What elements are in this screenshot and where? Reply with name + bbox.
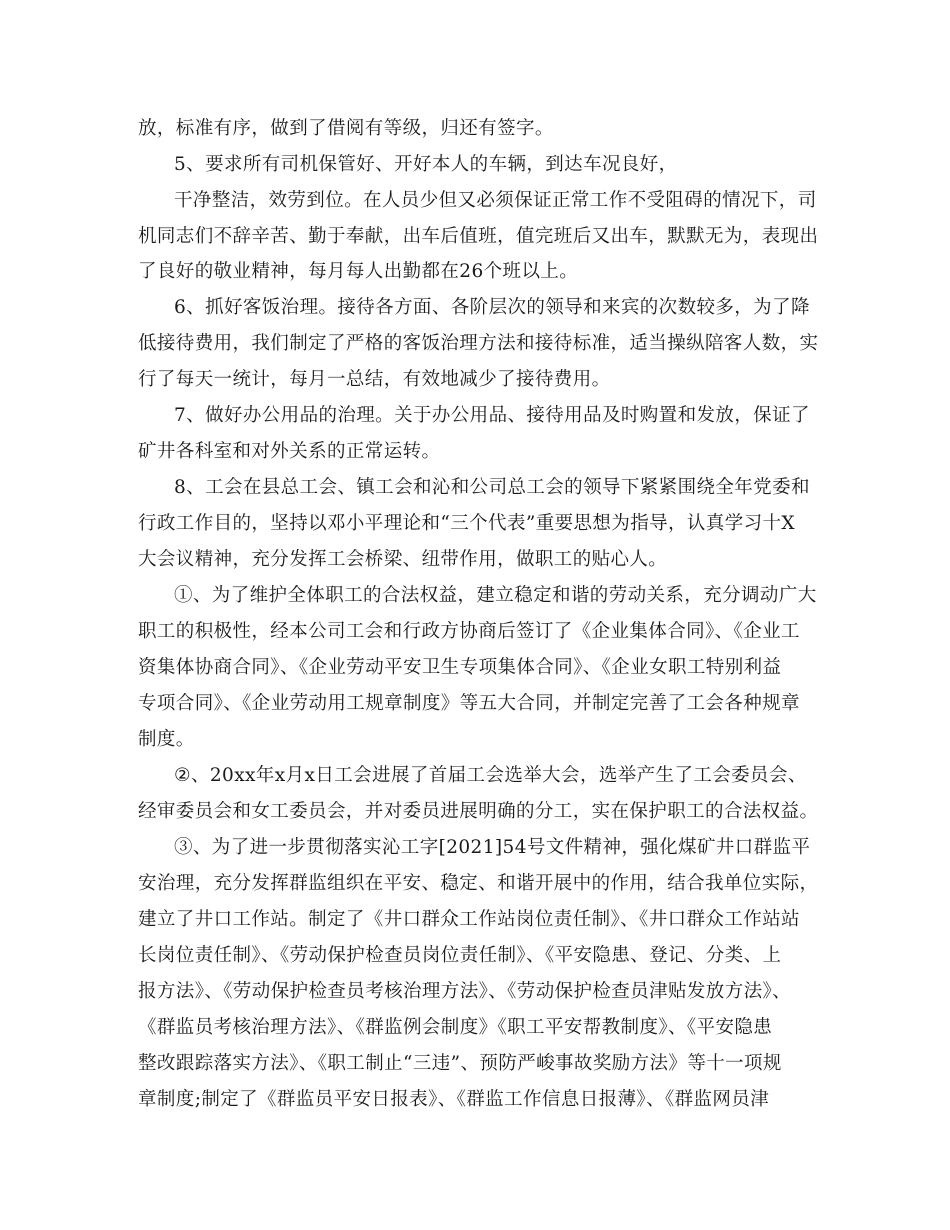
- text-line: 《群监员考核治理方法》、《群监例会制度》《职工平安帮教制度》、《平安隐患: [138, 1017, 773, 1038]
- text-line: 经审委员会和女工委员会，并对委员进展明确的分工，实在保护职工的合法权益。: [138, 801, 819, 822]
- text-line: 7、做好办公用品的治理。关于办公用品、接待用品及时购置和发放，保证了: [174, 405, 810, 426]
- text-line: 行政工作目的，坚持以邓小平理论和“三个代表”重要思想为指导，认真学习十X: [138, 513, 795, 534]
- text-line: 资集体协商合同》、《企业劳动平安卫生专项集体合同》、《企业女职工特别利益: [138, 657, 782, 678]
- text-line: 长岗位责任制》、《劳动保护检查员岗位责任制》、《平安隐患、登记、分类、上: [138, 945, 782, 966]
- text-line: 5、要求所有司机保管好、开好本人的车辆，到达车况良好，: [174, 154, 678, 175]
- text-line: 行了每天一统计，每月一总结，有效地减少了接待费用。: [138, 369, 611, 390]
- text-line: 安治理，充分发挥群监组织在平安、稳定、和谐开展中的作用，结合我单位实际，: [138, 873, 819, 894]
- text-line: 干净整洁，效劳到位。在人员少但又必须保证正常工作不受阻碍的情况下，司: [174, 190, 817, 211]
- text-line: 报方法》、《劳动保护检查员考核治理方法》、《劳动保护检查员津贴发放方法》、: [138, 981, 792, 1002]
- text-line: 放，标准有序，做到了借阅有等级，归还有签字。: [138, 118, 554, 139]
- text-line: ③、为了进一步贯彻落实沁工字[2021]54号文件精神，强化煤矿井口群监平: [174, 837, 811, 858]
- text-line: 大会议精神，充分发挥工会桥梁、纽带作用，做职工的贴心人。: [138, 549, 668, 570]
- text-line: 章制度;制定了《群监员平安日报表》、《群监工作信息日报薄》、《群监网员津: [138, 1089, 770, 1110]
- text-line: 建立了井口工作站。制定了《井口群众工作站岗位责任制》、《井口群众工作站站: [138, 909, 800, 930]
- text-line: 了良好的敬业精神，每月每人出勤都在26个班以上。: [138, 261, 579, 282]
- text-line: 整改跟踪落实方法》、《职工制止“三违”、预防严峻事故奖励方法》等十一项规: [138, 1053, 782, 1074]
- text-line: 8、工会在县总工会、镇工会和沁和公司总工会的领导下紧紧围绕全年党委和: [174, 477, 810, 498]
- text-line: ②、20xx年x月x日工会进展了首届工会选举大会，选举产生了工会委员会、: [174, 765, 807, 786]
- text-line: 机同志们不辞辛苦、勤于奉献，出车后值班，值完班后又出车，默默无为，表现出: [138, 226, 819, 247]
- text-line: ①、为了维护全体职工的合法权益，建立稳定和谐的劳动关系，充分调动广大: [174, 585, 817, 606]
- text-line: 职工的积极性，经本公司工会和行政方协商后签订了《企业集体合同》、《企业工: [138, 621, 800, 642]
- text-line: 低接待费用，我们制定了严格的客饭治理方法和接待标准，适当操纵陪客人数，实: [138, 333, 819, 354]
- text-line: 专项合同》、《企业劳动用工规章制度》等五大合同，并制定完善了工会各种规章: [138, 693, 800, 714]
- text-line: 6、抓好客饭治理。接待各方面、各阶层次的领导和来宾的次数较多，为了降: [174, 297, 810, 318]
- text-line: 制度。: [138, 729, 195, 750]
- text-line: 矿井各科室和对外关系的正常运转。: [138, 441, 441, 462]
